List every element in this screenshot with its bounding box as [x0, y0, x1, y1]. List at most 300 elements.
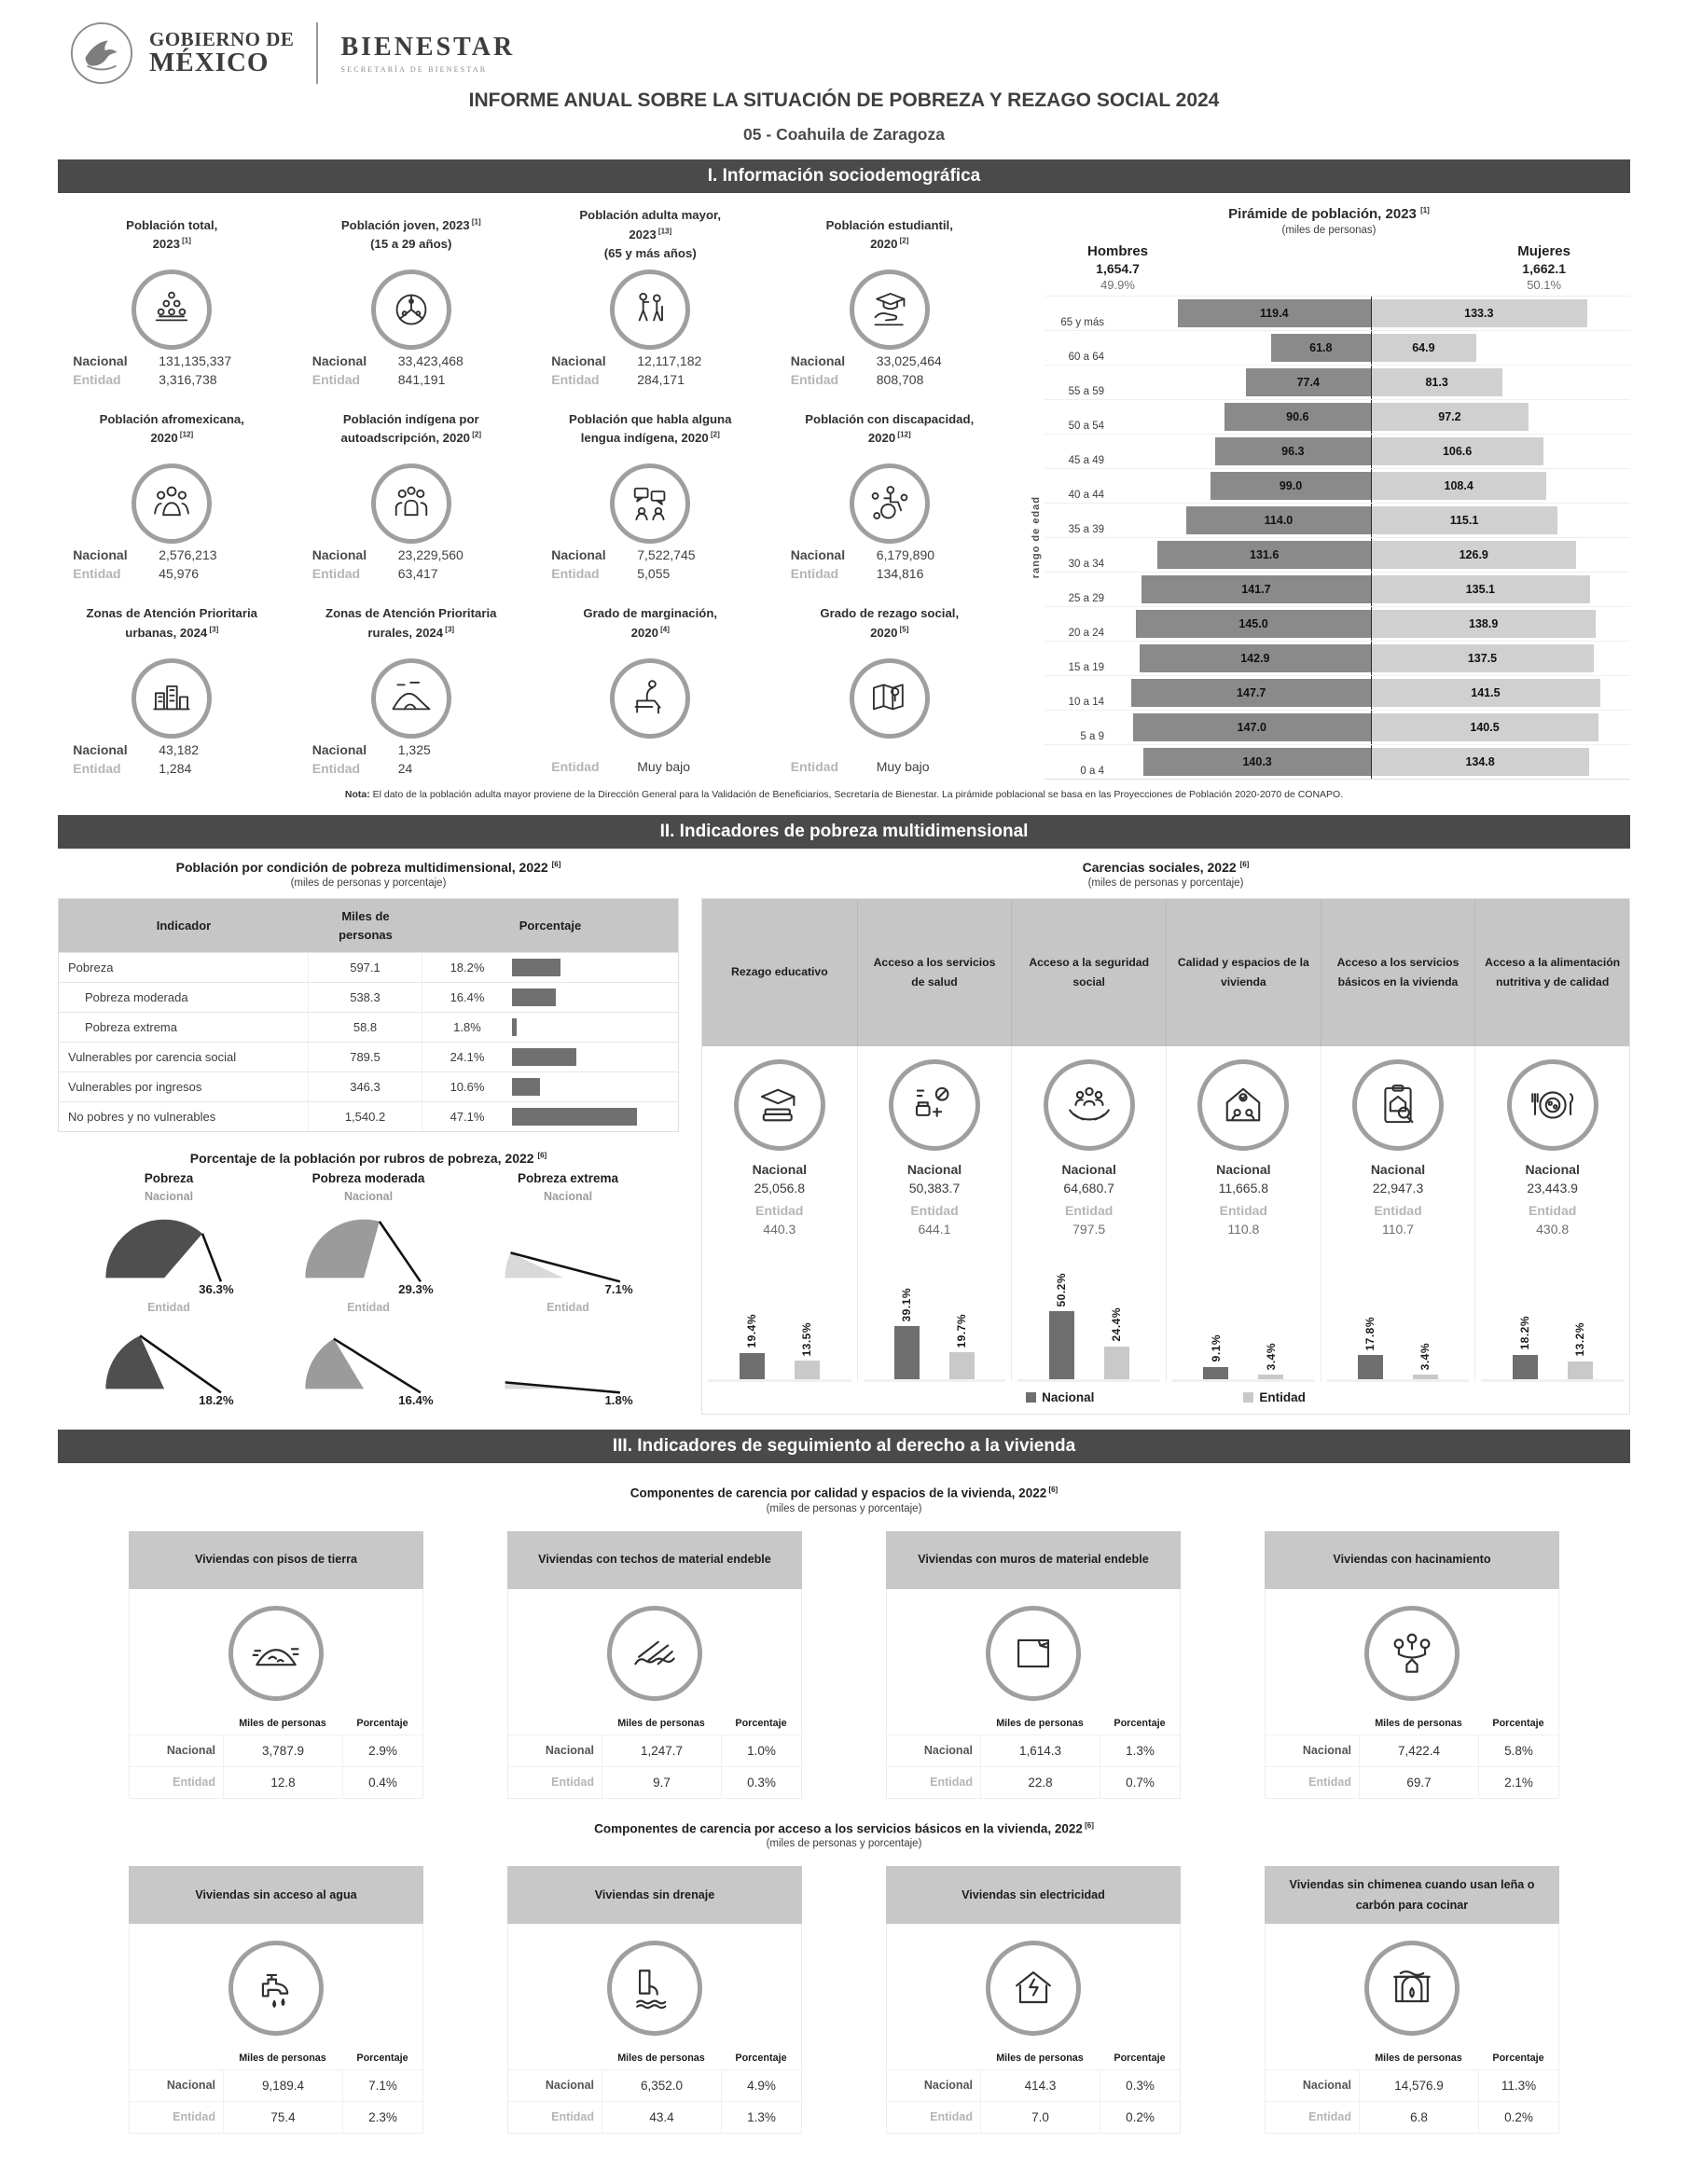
- gobierno-line1: GOBIERNO DE: [149, 27, 295, 50]
- pct-value: 0.2%: [1100, 2101, 1180, 2133]
- stat-row: [551, 759, 749, 774]
- nacional-label: Nacional: [906, 1162, 962, 1177]
- hombres-value: 142.9: [1240, 652, 1270, 665]
- scope-label: Nacional: [508, 2069, 602, 2101]
- miles-value: 9,189.4: [223, 2069, 342, 2101]
- hombres-total: 1,654.7: [1096, 261, 1140, 276]
- socio-card: [776, 400, 1004, 585]
- ent-bar-group: [795, 1322, 820, 1379]
- disability-icon: [850, 463, 930, 544]
- mexico-eagle-logo: [69, 21, 134, 86]
- mujeres-value: 64.9: [1412, 341, 1435, 354]
- stat-title-line: [297, 429, 526, 448]
- entidad-label: Entidad: [755, 1203, 804, 1218]
- svg-text:16.4%: 16.4%: [398, 1393, 434, 1407]
- pyramid-chart: [1028, 296, 1630, 780]
- age-label: 20 a 24: [1068, 628, 1104, 639]
- nac-bar: [1049, 1311, 1074, 1379]
- nacional-value: 23,443.9: [1527, 1181, 1578, 1196]
- entidad-value: 430.8: [1536, 1222, 1570, 1237]
- entidad-value: 110.8: [1227, 1222, 1260, 1237]
- carencias-subtitle: (miles de personas y porcentaje): [1087, 878, 1244, 889]
- nac-pct-label: 18.2%: [1518, 1316, 1532, 1350]
- stat-value: 33,025,464: [876, 353, 942, 368]
- rural-zones-icon: [371, 658, 451, 739]
- age-label: 35 a 39: [1068, 524, 1104, 535]
- chimney-icon: [1364, 1941, 1460, 2036]
- socio-card: [776, 595, 1004, 780]
- pyramid-row: [1045, 675, 1630, 710]
- stat-value: 43,182: [159, 741, 200, 757]
- housing-card-body: [507, 1589, 802, 1799]
- ent-bar: [1413, 1375, 1438, 1379]
- indicator-label: Vulnerables por carencia social: [59, 1043, 309, 1071]
- mujeres-value: 133.3: [1464, 307, 1494, 320]
- mujeres-bar: [1371, 713, 1598, 741]
- carencias-panel: [701, 898, 1630, 1415]
- gauge-title: Pobreza moderada: [311, 1171, 425, 1185]
- housing-card-title: Viviendas sin acceso al agua: [129, 1866, 423, 1924]
- housing-cards-row: [58, 1514, 1630, 1799]
- carencia-bars: [1327, 1246, 1470, 1382]
- svg-text:18.2%: 18.2%: [199, 1393, 234, 1407]
- indigenous-group-icon: [371, 463, 451, 544]
- stat-title-line: [58, 604, 286, 623]
- entidad-gauge: [282, 1314, 455, 1407]
- pct-bar: [512, 1108, 637, 1126]
- legend-item: [1026, 1390, 1094, 1404]
- scope-label: Entidad: [790, 758, 839, 774]
- miles-header: Miles de personas: [617, 1717, 705, 1729]
- svg-text:7.1%: 7.1%: [604, 1282, 633, 1296]
- nac-pct-label: 19.4%: [745, 1314, 759, 1348]
- carencia-cell: [1321, 1046, 1475, 1382]
- stat-title-text: rurales, 2024: [367, 625, 444, 640]
- miles-value: 14,576.9: [1359, 2069, 1478, 2101]
- stat-rows: [791, 547, 989, 581]
- hombres-bar: [1133, 713, 1371, 741]
- age-label: 60 a 64: [1068, 352, 1104, 363]
- footnote-ref: [2]: [708, 430, 720, 439]
- stat-value: 6,179,890: [876, 547, 935, 563]
- entidad-label: Entidad: [147, 1301, 190, 1314]
- housing-card-title: Viviendas con techos de material endeble: [507, 1531, 802, 1589]
- miles-value: 789.5: [309, 1043, 422, 1071]
- footnote-ref: [3]: [207, 625, 219, 634]
- carencias-title: Carencias sociales, 2022 [6]: [1082, 860, 1250, 875]
- carencia-cell: [1474, 1046, 1629, 1382]
- stat-row: [791, 353, 989, 368]
- scope-label: Entidad: [790, 566, 839, 582]
- col-indicador: Indicador: [156, 918, 212, 933]
- pyramid-row: [1045, 434, 1630, 468]
- section-1-bar: I. Información sociodemográfica: [58, 159, 1630, 193]
- poverty-row: [59, 1042, 678, 1071]
- hombres-bar: [1136, 610, 1371, 638]
- housing-card-body: [129, 1924, 423, 2134]
- stat-value: 284,171: [637, 372, 685, 387]
- scope-label: Nacional: [130, 2069, 223, 2101]
- age-label: 30 a 34: [1068, 559, 1104, 570]
- age-label: 55 a 59: [1068, 386, 1104, 397]
- nacional-value: 11,665.8: [1218, 1181, 1269, 1196]
- corner-cell: [1266, 1712, 1359, 1735]
- stat-title-line: [776, 216, 1004, 235]
- porcentaje-header: Porcentaje: [1114, 1717, 1166, 1729]
- hombres-value: 90.6: [1286, 410, 1309, 423]
- scope-label: Entidad: [887, 1766, 980, 1798]
- poverty-table: [58, 898, 679, 1132]
- scope-label: Nacional: [551, 547, 606, 563]
- housing-group-title: [58, 1821, 1630, 1836]
- age-label: 25 a 29: [1068, 593, 1104, 604]
- entidad-gauge: [82, 1314, 256, 1407]
- socio-cards-grid: [58, 206, 1003, 780]
- pyramid-row: [1045, 744, 1630, 779]
- carencia-bars: [1481, 1246, 1624, 1382]
- col-miles: Miles de personas: [339, 909, 393, 942]
- stat-title-line: [297, 235, 526, 254]
- age-label: 65 y más: [1060, 317, 1104, 328]
- pct-value: 7.1%: [342, 2069, 422, 2101]
- nacional-value: 50,383.7: [908, 1181, 961, 1196]
- pyramid-band: [1112, 297, 1630, 330]
- mujeres-value: 81.3: [1425, 376, 1448, 389]
- nac-pct-label: 17.8%: [1363, 1316, 1377, 1351]
- stat-rows: [312, 353, 510, 387]
- stat-title-text: Población afromexicana,: [99, 411, 244, 426]
- carencia-header: Calidad y espacios de la vivienda: [1166, 899, 1321, 1046]
- poverty-gauge: [82, 1171, 256, 1407]
- entidad-label: Entidad: [347, 1301, 390, 1314]
- carencias-headers: [702, 899, 1629, 1046]
- poverty-gauge-chart: [99, 1314, 239, 1407]
- scope-label: Entidad: [551, 372, 600, 387]
- nac-bar-group: [894, 1288, 920, 1379]
- stat-row: [312, 566, 510, 581]
- legend-swatch: [1243, 1392, 1253, 1403]
- mujeres-value: 108.4: [1444, 479, 1474, 492]
- ent-pct-label: 3.4%: [1418, 1342, 1432, 1371]
- scope-label: Nacional: [73, 547, 128, 563]
- age-label: 45 a 49: [1068, 455, 1104, 466]
- pyramid-band: [1112, 607, 1630, 641]
- nacional-label: Nacional: [1216, 1162, 1271, 1177]
- pyramid-headers: [1028, 236, 1630, 294]
- housing-table: [508, 2047, 801, 2133]
- water-access-icon: [228, 1941, 324, 2036]
- weak-roof-icon: [607, 1606, 702, 1701]
- hombres-value: 131.6: [1250, 548, 1280, 561]
- scope-label: Nacional: [73, 741, 128, 757]
- footnote-text: El dato de la población adulta mayor proviene de la Dirección General para la Validación de Beneficiarios, Secretaría de Bienestar. La pirámide poblacional se basa en las Proyecciones de Población 2020-2070 de CONAPO.: [369, 789, 1344, 800]
- pct-value: 0.2%: [1478, 2101, 1558, 2133]
- poverty-table-subtitle: (miles de personas y porcentaje): [290, 878, 447, 889]
- carencia-cell: [702, 1046, 857, 1382]
- carencia-header: Acceso a la seguridad social: [1011, 899, 1166, 1046]
- entidad-value: 644.1: [918, 1222, 951, 1237]
- ent-bar: [949, 1352, 975, 1379]
- hombres-bar: [1143, 748, 1371, 776]
- socio-card: [297, 595, 526, 780]
- socio-card: [536, 595, 765, 780]
- stat-value: 1,325: [397, 741, 431, 757]
- footnote-ref: [6]: [1046, 1486, 1058, 1494]
- stat-row: [312, 761, 510, 776]
- entidad-value: 440.3: [763, 1222, 796, 1237]
- entidad-label: Entidad: [1528, 1203, 1577, 1218]
- gauges-title: Porcentaje de la población por rubros de pobreza, 2022 [6]: [189, 1151, 547, 1166]
- age-label: 5 a 9: [1080, 731, 1104, 742]
- stat-title: [536, 206, 765, 264]
- hombres-label: Hombres: [1087, 243, 1149, 259]
- stat-title: [58, 206, 286, 264]
- scope-label: Nacional: [508, 1735, 602, 1766]
- stat-rows: [551, 547, 749, 581]
- footnote-ref: [1]: [179, 236, 191, 245]
- electricity-icon: [986, 1941, 1081, 2036]
- page-title: INFORME ANUAL SOBRE LA SITUACIÓN DE POBREZA Y REZAGO SOCIAL 2024: [468, 90, 1220, 111]
- housing-table: [887, 2047, 1180, 2133]
- footnote-ref: [1]: [469, 217, 481, 227]
- youth-pie-icon: [371, 270, 451, 350]
- stat-title-text: lengua indígena, 2020: [580, 431, 709, 446]
- stat-title: [58, 400, 286, 458]
- pct-bar-cell: [512, 1013, 678, 1042]
- age-label: 10 a 14: [1068, 697, 1104, 708]
- mujeres-bar: [1371, 472, 1546, 500]
- ent-pct-label: 3.4%: [1264, 1342, 1278, 1371]
- gobierno-wordmark: [149, 27, 295, 77]
- nac-bar: [740, 1353, 765, 1379]
- ent-bar: [1104, 1347, 1129, 1379]
- overcrowding-icon: [1364, 1606, 1460, 1701]
- pyramid-row: [1045, 503, 1630, 537]
- carencias-column: [701, 860, 1630, 1415]
- poverty-gauge-chart: [298, 1314, 438, 1407]
- nacional-label: Nacional: [1370, 1162, 1426, 1177]
- mujeres-bar: [1371, 299, 1587, 327]
- entidad-label: Entidad: [1064, 1203, 1114, 1218]
- mujeres-percent: 50.1%: [1527, 278, 1562, 292]
- stat-title-text: Población estudiantil,: [825, 217, 953, 232]
- svg-text:29.3%: 29.3%: [398, 1282, 434, 1296]
- basic-services-icon: [1352, 1059, 1444, 1151]
- population-pyramid: [1028, 206, 1630, 780]
- nacional-label: Nacional: [543, 1190, 593, 1203]
- pct-bar: [512, 988, 556, 1006]
- poverty-left-column: [58, 860, 679, 1415]
- pct-value: 1.8%: [453, 1020, 481, 1034]
- stat-title-line: [536, 410, 765, 429]
- carencias-legend: [702, 1382, 1629, 1414]
- pyramid-band: [1112, 745, 1630, 779]
- svg-text:36.3%: 36.3%: [199, 1282, 234, 1296]
- gobierno-line2: MÉXICO: [149, 47, 270, 77]
- pct-value: 16.4%: [450, 990, 485, 1004]
- stat-title-line: [58, 235, 286, 254]
- stat-title: [297, 595, 526, 653]
- indicator-label: Vulnerables por ingresos: [59, 1072, 309, 1101]
- stat-row: [73, 353, 270, 368]
- pct-bar-cell: [512, 983, 678, 1012]
- poverty-section: [58, 849, 1630, 1415]
- footnote-ref: [5]: [897, 625, 909, 634]
- porcentaje-header: Porcentaje: [735, 1717, 787, 1729]
- stat-rows: [551, 759, 749, 774]
- socio-card: [536, 206, 765, 391]
- housing-card-body: [886, 1589, 1181, 1799]
- stat-title-text: Población indígena por: [342, 411, 479, 426]
- pct-bar-cell: [512, 953, 678, 982]
- stat-title-line: [536, 604, 765, 623]
- mujeres-bar: [1371, 541, 1576, 569]
- porcentaje-header: Porcentaje: [1114, 2053, 1166, 2064]
- pyramid-row: [1045, 399, 1630, 434]
- housing-table: [508, 1712, 801, 1798]
- hombres-bar: [1157, 541, 1371, 569]
- mujeres-value: 137.5: [1467, 652, 1498, 665]
- ent-bar: [795, 1361, 820, 1379]
- miles-value: 538.3: [309, 983, 422, 1012]
- age-label: 15 a 19: [1068, 662, 1104, 673]
- entidad-label: Entidad: [547, 1301, 589, 1314]
- footnote: [58, 789, 1630, 800]
- nacional-label: Nacional: [343, 1190, 394, 1203]
- corner-cell: [887, 1712, 980, 1735]
- corner-cell: [508, 1712, 602, 1735]
- col-porcentaje: Porcentaje: [519, 918, 582, 933]
- afromexican-group-icon: [131, 463, 212, 544]
- miles-header: Miles de personas: [239, 1717, 326, 1729]
- stat-row: [551, 547, 749, 562]
- hombres-bar: [1246, 368, 1371, 396]
- stat-title-text: 2020: [630, 625, 658, 640]
- housing-card-title: Viviendas con hacinamiento: [1265, 1531, 1559, 1589]
- pyramid-row: [1045, 572, 1630, 606]
- mujeres-bar: [1371, 506, 1557, 534]
- porcentaje-header: Porcentaje: [356, 1717, 408, 1729]
- pyramid-row: [1045, 537, 1630, 572]
- mujeres-bar: [1371, 748, 1589, 776]
- stat-row: [791, 372, 989, 387]
- section-3-bar: III. Indicadores de seguimiento al derecho a la vivienda: [58, 1430, 1630, 1463]
- carencia-bars: [864, 1246, 1006, 1382]
- ent-bar-group: [949, 1314, 975, 1379]
- pyramid-row: [1045, 606, 1630, 641]
- stat-title-line: [536, 429, 765, 448]
- stat-rows: [791, 759, 989, 774]
- bienestar-title: BIENESTAR: [340, 33, 516, 62]
- pyramid-row: [1045, 641, 1630, 675]
- miles-value: 7,422.4: [1359, 1735, 1478, 1766]
- mujeres-bar: [1371, 679, 1600, 707]
- housing-table: [1266, 2047, 1558, 2133]
- footnote-ref: [2]: [470, 430, 482, 439]
- stat-value: 23,229,560: [397, 547, 464, 563]
- scope-label: Entidad: [887, 2101, 980, 2133]
- entidad-gauge: [481, 1314, 655, 1407]
- mujeres-value: 140.5: [1470, 721, 1500, 734]
- pyramid-band: [1112, 538, 1630, 572]
- mujeres-value: 115.1: [1449, 514, 1479, 527]
- miles-value: 1,540.2: [309, 1102, 422, 1131]
- indicator-label: Pobreza moderada: [59, 983, 309, 1012]
- nacional-gauge: [282, 1203, 455, 1296]
- pyramid-subtitle: (miles de personas): [1281, 225, 1377, 236]
- legend-label: Entidad: [1259, 1390, 1306, 1404]
- hombres-bar: [1141, 575, 1371, 603]
- scope-label: Entidad: [73, 760, 121, 776]
- entidad-label: Entidad: [910, 1203, 959, 1218]
- housing-card: [507, 1866, 802, 2134]
- stat-row: [312, 353, 510, 368]
- hombres-bar: [1186, 506, 1371, 534]
- scope-label: Entidad: [508, 2101, 602, 2133]
- scope-label: Nacional: [73, 353, 128, 368]
- poverty-row: [59, 982, 678, 1012]
- mujeres-bar: [1371, 644, 1594, 672]
- nacional-gauge: [82, 1203, 256, 1296]
- stat-title-line: [776, 410, 1004, 429]
- mujeres-header: [1517, 243, 1570, 292]
- stat-value: 131,135,337: [159, 353, 232, 368]
- miles-value: 597.1: [309, 953, 422, 982]
- brand-divider: [316, 22, 318, 84]
- stat-title-text: 2023: [152, 237, 180, 251]
- graduation-hand-icon: [850, 270, 930, 350]
- corner-cell: [887, 2047, 980, 2069]
- carencia-bars: [708, 1246, 851, 1382]
- ent-bar-group: [1568, 1322, 1593, 1379]
- hombres-bar: [1178, 299, 1371, 327]
- stat-value: 63,417: [397, 566, 438, 582]
- hombres-value: 119.4: [1259, 307, 1289, 320]
- nac-pct-label: 39.1%: [900, 1287, 914, 1322]
- pct-value: 5.8%: [1478, 1735, 1558, 1766]
- carencia-cell: [857, 1046, 1012, 1382]
- socio-card: [536, 400, 765, 585]
- miles-value: 9.7: [602, 1766, 721, 1798]
- stat-title-line: [58, 429, 286, 448]
- miles-value: 58.8: [309, 1013, 422, 1042]
- pyramid-row: [1045, 330, 1630, 365]
- hombres-value: 147.7: [1237, 686, 1266, 699]
- age-label: 0 a 4: [1080, 766, 1104, 777]
- mujeres-bar: [1371, 334, 1476, 362]
- sociodemographic-section: [58, 193, 1630, 780]
- carencia-header: Acceso a los servicios básicos en la vivienda: [1321, 899, 1475, 1046]
- mujeres-value: 135.1: [1465, 583, 1495, 596]
- stat-rows: [312, 742, 510, 776]
- stat-rows: [73, 353, 270, 387]
- scope-label: Entidad: [790, 372, 839, 387]
- poverty-row: [59, 952, 678, 982]
- poverty-table-title: Población por condición de pobreza multidimensional, 2022 [6]: [175, 860, 561, 875]
- scope-label: Entidad: [311, 566, 361, 582]
- poverty-gauge-chart: [498, 1203, 638, 1296]
- bienestar-subtitle: SECRETARÍA DE BIENESTAR: [340, 65, 488, 74]
- housing-card-title: Viviendas sin electricidad: [886, 1866, 1181, 1924]
- scope-label: Entidad: [551, 758, 600, 774]
- urban-zones-icon: [131, 658, 212, 739]
- nac-bar: [1358, 1355, 1383, 1379]
- pct-bar: [512, 1078, 540, 1096]
- miles-header: Miles de personas: [617, 2053, 705, 2064]
- mujeres-bar: [1371, 368, 1502, 396]
- stat-row: [791, 759, 989, 774]
- stat-title-line: [58, 216, 286, 235]
